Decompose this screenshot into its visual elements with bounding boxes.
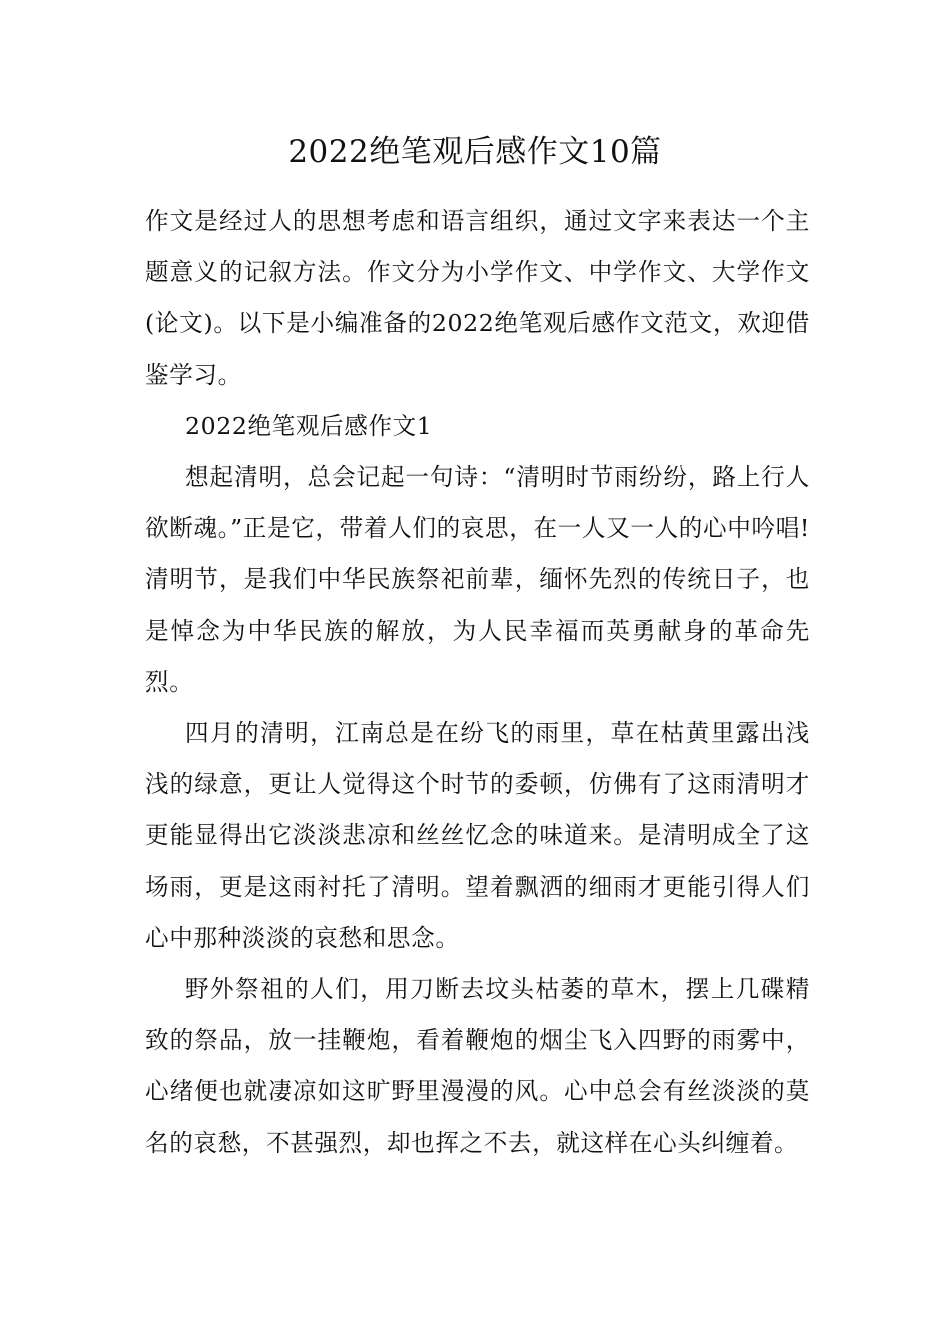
body-paragraph-2: 四月的清明，江南总是在纷飞的雨里，草在枯黄里露出浅浅的绿意，更让人觉得这个时节的委顿，仿佛有了这雨清明才更能显得出它淡淡悲凉和丝丝忆念的味道来。是清明成全了这场雨，更是这雨衬托了清明。望着飘洒的细雨才更能引得人们心中那种淡淡的哀愁和思念。 — [145, 719, 810, 952]
document-body — [145, 196, 810, 1169]
body-paragraph-1: 想起清明，总会记起一句诗：“清明时节雨纷纷，路上行人欲断魂。”正是它，带着人们的哀思，在一人又一人的心中吟唱!清明节，是我们中华民族祭祀前辈，缅怀先烈的传统日子，也是悼念为中华民族的解放，为人民幸福而英勇献身的革命先烈。 — [145, 463, 810, 696]
body-paragraph-3: 野外祭祖的人们，用刀断去坟头枯萎的草木，摆上几碟精致的祭品，放一挂鞭炮，看着鞭炮的烟尘飞入四野的雨雾中，心绪便也就凄凉如这旷野里漫漫的风。心中总会有丝淡淡的莫名的哀愁，不甚强烈，却也挥之不去，就这样在心头纠缠着。 — [145, 975, 810, 1157]
intro-paragraph: 作文是经过人的思想考虑和语言组织，通过文字来表达一个主题意义的记叙方法。作文分为小学作文、中学作文、大学作文(论文)。以下是小编准备的2022绝笔观后感作文范文，欢迎借鉴学习。 — [145, 207, 810, 389]
document-title: 2022绝笔观后感作文10篇 — [288, 134, 662, 170]
section-heading: 2022绝笔观后感作文1 — [185, 411, 433, 440]
